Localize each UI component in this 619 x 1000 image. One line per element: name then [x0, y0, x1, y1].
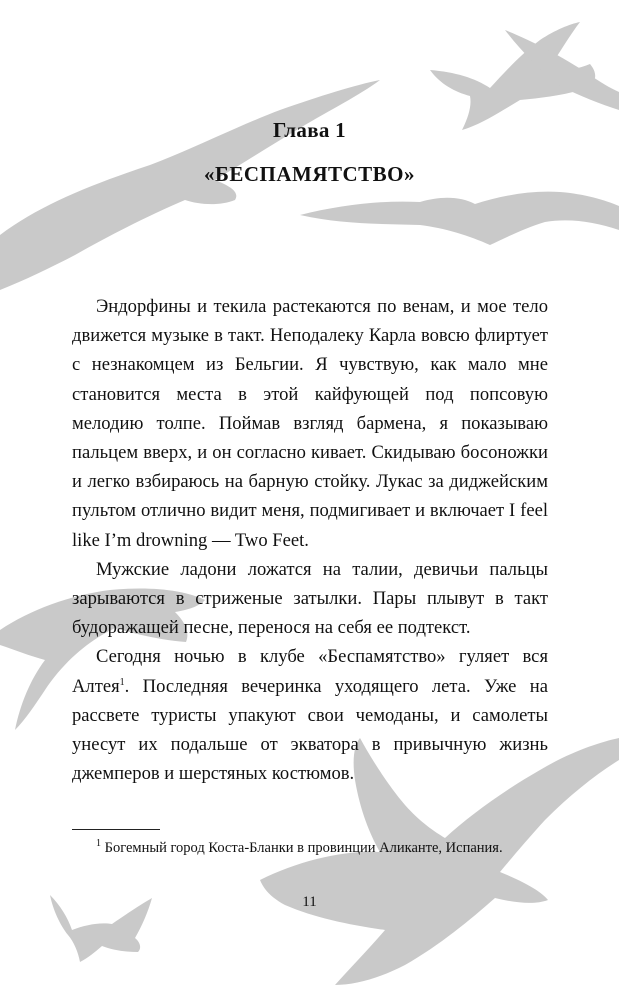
footnote-mark: 1: [96, 838, 101, 850]
chapter-title: «БЕСПАМЯТСТВО»: [203, 162, 416, 186]
footnote-divider: [72, 829, 160, 830]
paragraph-3-start: Сегодня ночью в клубе «Беспамятство» гуляет вся Алтея: [72, 646, 548, 697]
paragraph-2: Мужские ладони ложатся на талии, девичьи пальцы зарываются в стриженые затылки. Пары плывут в такт будоражащей песне, перенося на себя ее подтекст.: [72, 558, 548, 639]
paragraph-3: [72, 642, 548, 788]
page-number: 11: [302, 894, 317, 910]
footnote-text: Богемный город Коста-Бланки в провинции Аликанте, Испания.: [101, 840, 503, 856]
footnote: [72, 838, 548, 859]
paragraph-3-end: . Последняя вечеринка уходящего лета. Уже на рассвете туристы упакуют свои чемоданы, и самолеты унесут их подальше от экватора в привычную жизнь джемперов и шерстяных костюмов.: [72, 675, 548, 785]
chapter-body: [72, 292, 548, 788]
seagull-silhouette-right-middle: [300, 192, 619, 245]
paragraph-1: Эндорфины и текила растекаются по венам, и мое тело движется музыке в такт. Неподалеку Карла вовсю флиртует с незнакомцем из Бельгии. Я чувствую, как мало мне становится места в этой кайфующей под попсовую мелодию толпе. Поймав взгляд бармена, я показываю пальцем вверх, и он согласно кивает. Скидываю босоножки и легко взбираюсь на барную стойку. Лукас за диджейским пультом отлично видит меня, подмигивает и включает I feel like I’m drowning — Two Feet.: [72, 296, 548, 551]
footnote-reference-mark[interactable]: 1: [119, 676, 125, 688]
chapter-number: Глава 1: [273, 118, 346, 142]
